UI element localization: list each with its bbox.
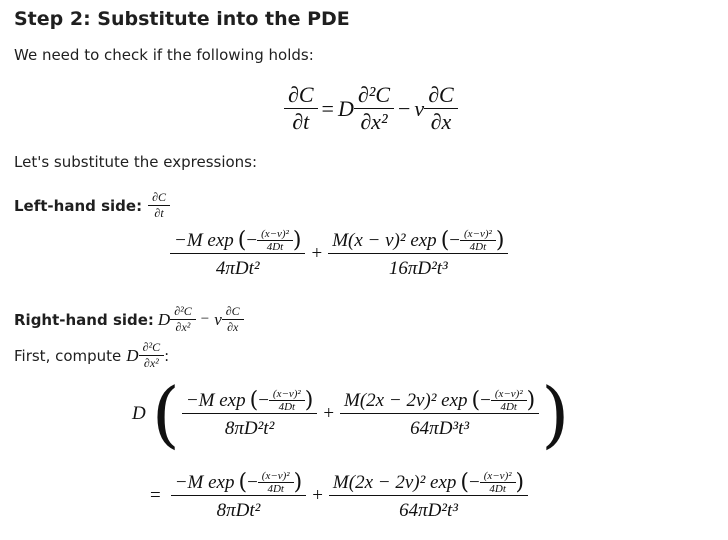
lhs-term1-prefix: −M exp bbox=[174, 229, 234, 251]
eq-term2-exp-den: 4Dt bbox=[489, 483, 506, 495]
d-term2-den: 64πD³t³ bbox=[410, 418, 470, 439]
first-compute-d: D bbox=[126, 345, 139, 365]
lhs-label-den: ∂t bbox=[154, 206, 164, 220]
eq-term1: −M exp ( − $\frac{\text{(x−v)²}}{4Dt}$ ) 8πDt² bbox=[171, 470, 306, 522]
eq-term1-exp-num: (x−v)² bbox=[261, 470, 290, 482]
lhs-label-fraction bbox=[148, 190, 170, 221]
lhs-term1-exp-num: (x−v)² bbox=[261, 228, 289, 240]
d-term1-exp-num: (x−v)² bbox=[272, 388, 301, 400]
lhs-term1-den: 4πDt² bbox=[215, 258, 260, 279]
eq-term2-exp-num: (x−v)² bbox=[483, 470, 512, 482]
rhs-label-row bbox=[14, 304, 244, 335]
eq-term1-den: 8πDt² bbox=[216, 500, 261, 521]
d-term1-den: 8πD²t² bbox=[224, 418, 275, 439]
lhs-term1-exp bbox=[257, 228, 293, 253]
lhs-term2: M(x − v)² exp ( − $\frac{\text{(x−v)²}}{4Dt}$ ) 16πD²t³ bbox=[328, 228, 508, 280]
first-compute-row bbox=[14, 340, 169, 371]
eq-term2: M(2x − 2v)² exp ( − $\frac{\text{(x−v)²}}{4Dt}$ ) 64πD²t³ bbox=[329, 470, 528, 522]
rhs-label-frac2 bbox=[222, 304, 244, 335]
lhs-term1: −M exp ( − $\frac{\text{(x−v)²}}{4Dt}$ ) 4πDt² bbox=[170, 228, 305, 280]
lhs-term2-exp-num: (x−v)² bbox=[464, 228, 492, 240]
first-compute-colon: : bbox=[164, 346, 170, 365]
substitute-text: Let's substitute the expressions: bbox=[14, 153, 258, 171]
pde-equals: = bbox=[321, 95, 334, 121]
pde-rhs1-num: ∂²C bbox=[357, 82, 390, 107]
rhs-label-den1: ∂x² bbox=[175, 320, 191, 334]
lhs-term1-exp-den: 4Dt bbox=[266, 241, 284, 253]
lhs-plus: + bbox=[311, 243, 323, 264]
rhs-label-v: v bbox=[214, 309, 222, 329]
pde-minus: − bbox=[398, 95, 411, 121]
pde-d: D bbox=[337, 95, 354, 121]
pde-rhs2-den: ∂x bbox=[430, 109, 452, 134]
rhs-label-den2: ∂x bbox=[227, 320, 239, 334]
lhs-label-num: ∂C bbox=[152, 190, 167, 204]
d-term1-exp bbox=[269, 388, 305, 413]
d-expr-d: D bbox=[132, 403, 146, 424]
d-expression: D ( −M exp ( − $\frac{\text{(x−v)²}}{4Dt}$ ) 8πD²t² + M(2x − 2v)² exp ( − $\frac{\text{(x−v)²}}{4Dt}$ ) 64πD³t³ ) bbox=[132, 372, 570, 456]
eq-expr-equals: = bbox=[150, 485, 161, 506]
pde-rhs1-den: ∂x² bbox=[360, 109, 388, 134]
eq-term1-prefix: −M exp bbox=[174, 471, 235, 493]
d-term2-prefix: M(2x − 2v)² exp bbox=[344, 389, 468, 411]
step-title: Step 2: Substitute into the PDE bbox=[14, 8, 350, 30]
rhs-label-frac1 bbox=[170, 304, 196, 335]
eq-term2-prefix: M(2x − 2v)² exp bbox=[332, 471, 457, 493]
d-term2: M(2x − 2v)² exp ( − $\frac{\text{(x−v)²}}{4Dt}$ ) 64πD³t³ bbox=[340, 388, 539, 440]
pde-rhs2-fraction bbox=[424, 82, 458, 135]
d-plus: + bbox=[323, 403, 335, 424]
d-term2-exp-den: 4Dt bbox=[500, 401, 517, 413]
lhs-term2-exp-den: 4Dt bbox=[469, 241, 487, 253]
first-compute-text: First, compute bbox=[14, 346, 122, 365]
rhs-label-num2: ∂C bbox=[225, 304, 240, 318]
lhs-term2-exp bbox=[460, 228, 496, 253]
lhs-term2-prefix: M(x − v)² exp bbox=[332, 229, 437, 251]
pde-equation bbox=[284, 82, 458, 135]
rhs-label: Right-hand side: bbox=[14, 310, 154, 329]
pde-lhs-den: ∂t bbox=[292, 109, 310, 134]
d-term2-exp bbox=[491, 388, 527, 413]
eq-expression bbox=[150, 470, 528, 522]
d-term1-prefix: −M exp bbox=[185, 389, 246, 411]
rhs-label-num1: ∂²C bbox=[174, 304, 192, 318]
lhs-label-row bbox=[14, 190, 170, 221]
rhs-label-minus: − bbox=[200, 311, 210, 327]
pde-rhs1-fraction bbox=[354, 82, 394, 135]
eq-plus: + bbox=[312, 485, 323, 506]
pde-lhs-num: ∂C bbox=[288, 82, 314, 107]
lhs-expression bbox=[170, 228, 508, 280]
eq-term2-exp bbox=[480, 470, 516, 495]
d-term1-exp-den: 4Dt bbox=[278, 401, 296, 413]
eq-term1-exp-den: 4Dt bbox=[267, 483, 284, 495]
first-compute-fraction bbox=[139, 340, 165, 371]
intro-text: We need to check if the following holds: bbox=[14, 46, 314, 64]
d-term2-exp-num: (x−v)² bbox=[494, 388, 523, 400]
pde-rhs2-num: ∂C bbox=[428, 82, 454, 107]
d-term1: −M exp ( − $\frac{\text{(x−v)²}}{4Dt}$ ) 8πD²t² bbox=[182, 388, 317, 440]
pde-v: v bbox=[414, 95, 425, 121]
rhs-label-d: D bbox=[157, 309, 171, 329]
eq-term1-exp bbox=[258, 470, 294, 495]
first-compute-den: ∂x² bbox=[143, 356, 159, 370]
lhs-term2-den: 16πD²t³ bbox=[388, 258, 448, 279]
first-compute-num: ∂²C bbox=[142, 340, 161, 354]
eq-term2-den: 64πD²t³ bbox=[399, 500, 458, 521]
pde-lhs-fraction bbox=[284, 82, 318, 135]
lhs-label: Left-hand side: bbox=[14, 196, 143, 215]
